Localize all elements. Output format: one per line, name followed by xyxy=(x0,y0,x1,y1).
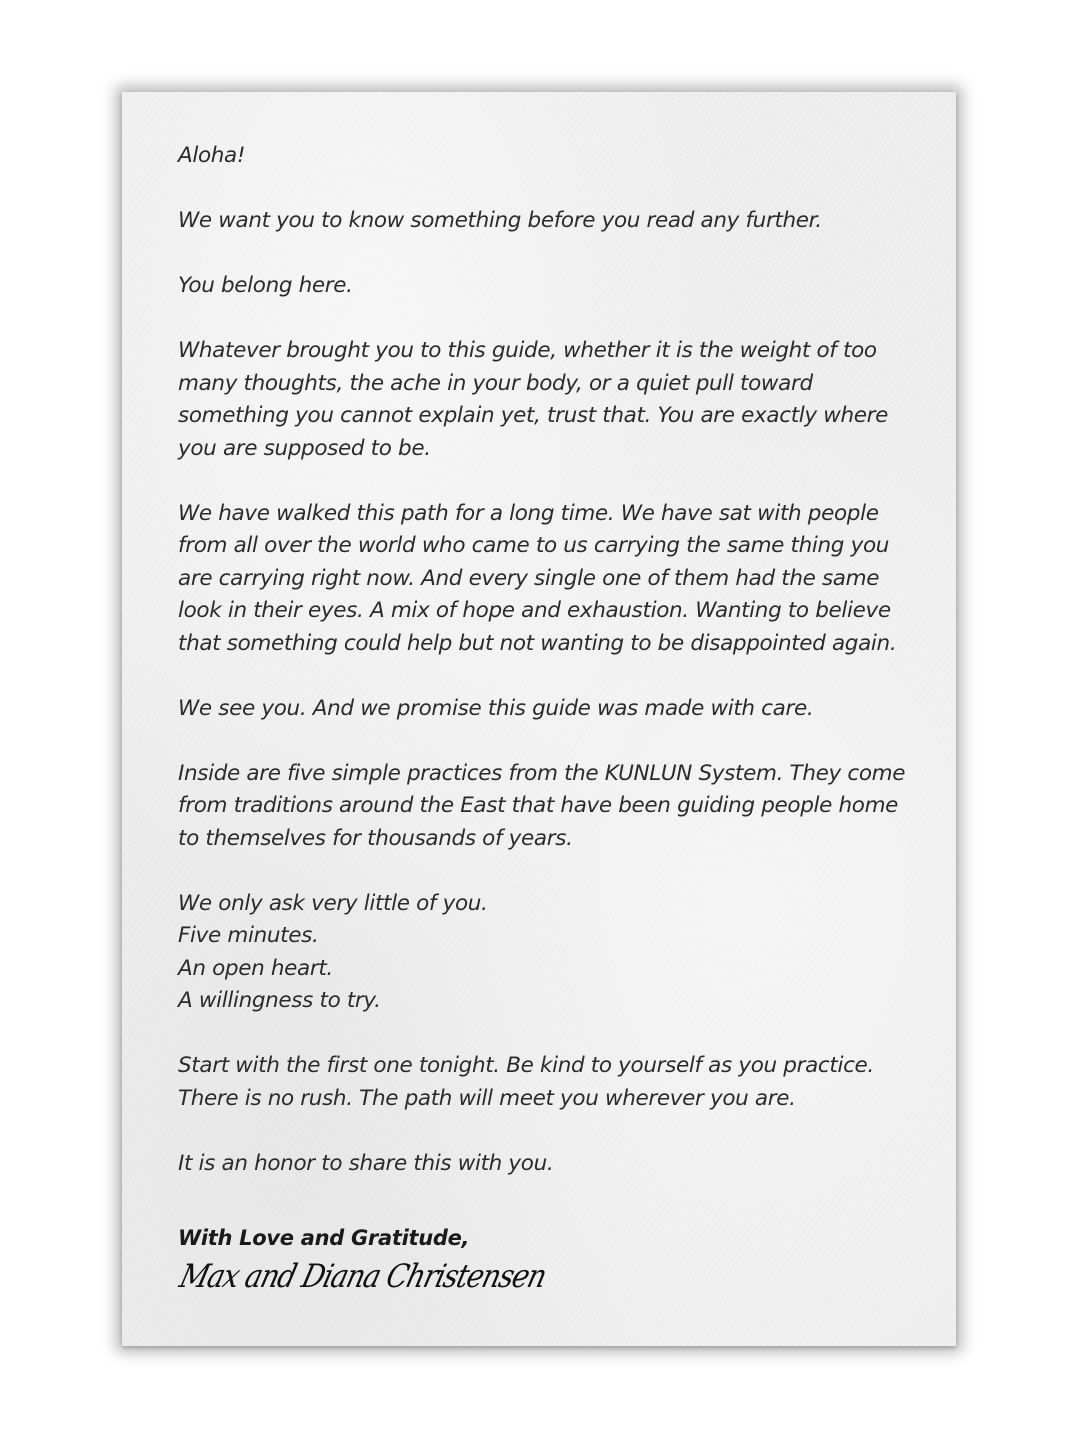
paragraph-path: We have walked this path for a long time. We have sat with people from all over the world who came to us carrying the same thing you are carrying right now. And every single one of them had the same look in their eyes. A mix of hope and exhaustion. Wanting to believe that something could help but not wanting to be disappointed again. xyxy=(178,500,897,656)
letter-body xyxy=(178,140,918,1213)
paragraph-belong: You belong here. xyxy=(178,273,353,298)
ask-line: An open heart. xyxy=(178,955,333,981)
signature: Max and Diana Christensen xyxy=(176,1257,550,1295)
paragraph-start: Start with the first one tonight. Be kind to yourself as you practice. There is no rush. The path will meet you wherever you are. xyxy=(178,1053,874,1111)
paragraph-practices: Inside are five simple practices from the KUNLUN System. They come from traditions around the East that have been guiding people home to themselves for thousands of years. xyxy=(178,760,906,851)
ask-line: We only ask very little of you. xyxy=(178,890,488,916)
paragraph-honor: It is an honor to share this with you. xyxy=(178,1150,554,1176)
paragraph-whatever: Whatever brought you to this guide, whether it is the weight of too many thoughts, the ache in your body, or a quiet pull toward something you cannot explain yet, trust that. You are exactly where you are supposed to be. xyxy=(178,338,889,461)
ask-line: Five minutes. xyxy=(178,923,319,948)
greeting: Aloha! xyxy=(178,143,246,168)
sign-off: With Love and Gratitude, xyxy=(178,1226,470,1250)
paragraph-see-you: We see you. And we promise this guide was made with care. xyxy=(178,695,814,721)
ask-line: A willingness to try. xyxy=(178,988,381,1013)
letter-paper xyxy=(122,92,956,1346)
paragraph-intro: We want you to know something before you read any further. xyxy=(178,208,822,233)
ask-list xyxy=(178,888,918,1018)
